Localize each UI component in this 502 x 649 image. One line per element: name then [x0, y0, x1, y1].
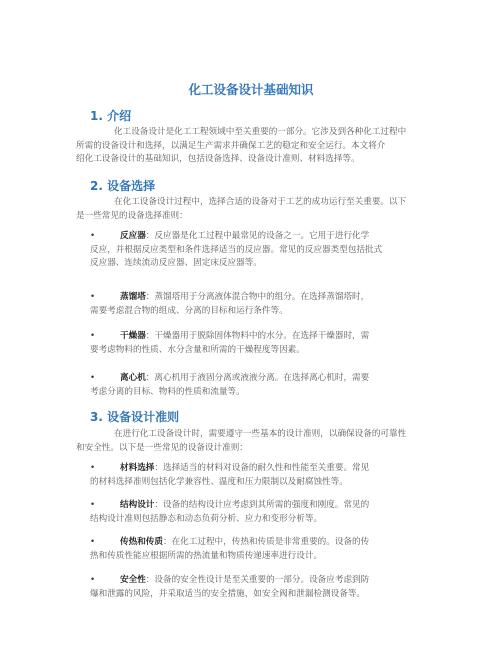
- paragraph-line: 所需的设备设计和选择，以满足生产需求并确保工艺的稳定和安全运行。本文将介: [76, 140, 386, 151]
- paragraph-line: 绍化工设备设计的基础知识，包括设备选择、设备设计准则、材料选择等。: [76, 154, 360, 164]
- section-heading-intro: 1. 介绍: [90, 109, 132, 123]
- bullet-icon: •: [90, 537, 96, 547]
- item-text: ：离心机用于液固分离或液液分离。在选择离心机时，需要: [145, 373, 370, 383]
- item-text: ：设备的安全性设计是至关重要的一部分。设备应考虑到防: [145, 575, 370, 585]
- item-text: 反应器、连续流动反应器、固定床反应器等。: [90, 258, 262, 268]
- section-heading-design-criteria: 3. 设备设计准则: [90, 410, 180, 424]
- item-term: 传热和传质: [120, 537, 163, 547]
- bullet-icon: •: [90, 463, 96, 473]
- item-text: 结构设计准则包括静态和动态负荷分析、应力和变形分析等。: [90, 513, 323, 524]
- item-term: 离心机: [120, 373, 146, 383]
- paragraph-line: 和安全性。以下是一些常见的设备设计准则：: [76, 442, 248, 453]
- item-text: ：干燥器用于脱除固体物料中的水分。在选择干燥器时，需: [145, 331, 370, 341]
- paragraph-line: 在进行化工设备设计时，需要遵守一些基本的设计准则，以确保设备的可靠性: [114, 429, 407, 439]
- item-text: 热和传质性能应根据所需的热流量和物质传递速率进行设计。: [90, 550, 323, 561]
- item-term: 结构设计: [120, 500, 155, 510]
- item-text: 考虑分离的目标、物料的性质和流量等。: [90, 386, 245, 397]
- item-text: 的材料选择准则包括化学兼容性、温度和压力限制以及耐腐蚀性等。: [90, 476, 348, 487]
- item-text: ：在化工过程中，传热和传质是非常重要的。设备的传: [162, 537, 370, 547]
- item-text: ：选择适当的材料对设备的耐久性和性能至关重要。常见: [154, 463, 370, 473]
- bullet-icon: •: [90, 575, 96, 585]
- item-term: 安全性: [120, 575, 146, 585]
- bullet-icon: •: [90, 231, 96, 241]
- section-paragraph: [76, 196, 436, 223]
- paragraph-line: 化工设备设计是化工工程领域中至关重要的一部分。它涉及到各种化工过程中: [114, 127, 407, 137]
- item-term: 干燥器: [120, 331, 146, 341]
- item-term: 反应器: [120, 231, 146, 241]
- section-paragraph: [76, 428, 436, 455]
- section-intro-paragraph: [76, 126, 436, 167]
- item-text: 要考虑物料的性质、水分含量和所需的干燥程度等因素。: [90, 344, 305, 355]
- item-term: 蒸馏塔: [120, 292, 146, 302]
- bullet-icon: •: [90, 292, 96, 302]
- item-text: 爆和泄露的风险，并采取适当的安全措施，如安全阀和泄漏检测设备等。: [90, 588, 366, 599]
- item-text: ：蒸馏塔用于分离液体混合物中的组分。在选择蒸馏塔时，: [145, 292, 370, 302]
- paragraph-line: 是一些常见的设备选择准则：: [76, 210, 188, 221]
- item-text: 需要考虑混合物的组成、分离的目标和运行条件等。: [90, 305, 288, 316]
- item-term: 材料选择: [120, 463, 155, 473]
- section-heading-equipment-selection: 2. 设备选择: [90, 179, 156, 193]
- paragraph-line: 在化工设备设计过程中，选择合适的设备对于工艺的成功运行至关重要。以下: [114, 197, 407, 207]
- bullet-icon: •: [90, 331, 96, 341]
- bullet-icon: •: [90, 373, 96, 383]
- document-title: 化工设备设计基础知识: [188, 82, 314, 97]
- item-text: ：反应器是化工过程中最常见的设备之一。它用于进行化学: [145, 231, 370, 241]
- item-text: ：设备的结构设计应考虑到其所需的强度和刚度。常见的: [154, 500, 370, 510]
- bullet-icon: •: [90, 500, 96, 510]
- item-text: 反应，并根据反应类型和条件选择适当的反应器。常见的反应器类型包括批式: [90, 244, 383, 255]
